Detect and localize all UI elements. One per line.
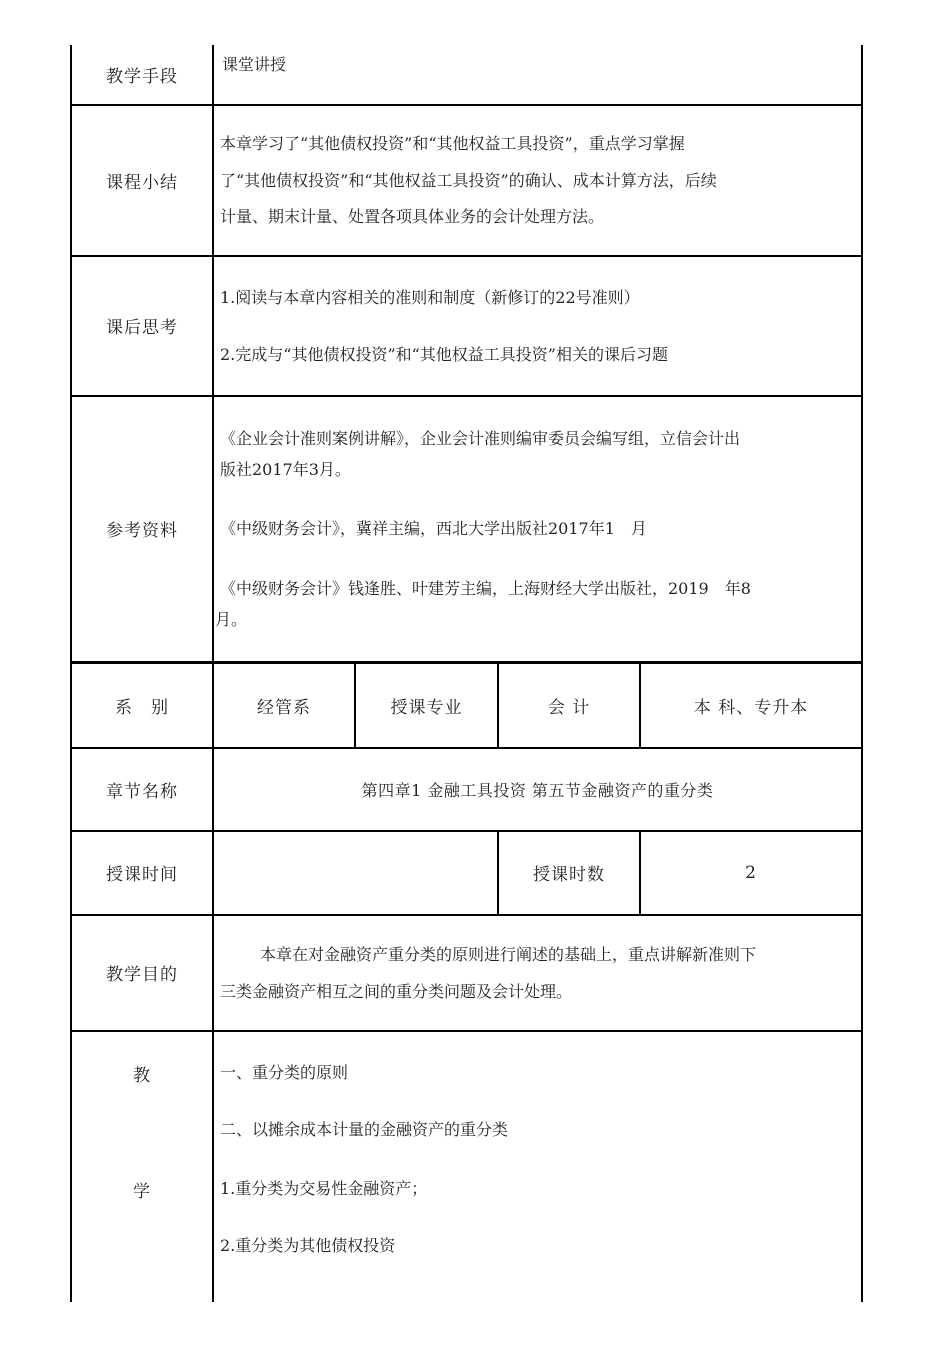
reference-item-continued: 版社2017年3月。: [220, 460, 351, 479]
course-summary-label: 课程小结: [106, 172, 178, 193]
teaching-time-label: 授课时间: [106, 865, 178, 885]
department-label: 系 别: [115, 698, 169, 718]
teaching-hours-value: 2: [745, 862, 757, 883]
reference-item-continued: 月。: [215, 610, 248, 629]
after-class-item: 1.阅读与本章内容相关的准则和制度（新修订的22号准则）: [220, 288, 640, 307]
teaching-hours-label: 授课时数: [533, 865, 605, 885]
teaching-content-item: 二、以摊余成本计量的金融资产的重分类: [220, 1120, 509, 1139]
teaching-time-value: [214, 831, 497, 914]
teaching-objective-line: 三类金融资产相互之间的重分类问题及会计处理。: [220, 982, 573, 1001]
teaching-content-label-char: 学: [133, 1181, 151, 1202]
course-summary-line: 计量、期末计量、处置各项具体业务的会计处理方法。: [220, 207, 605, 226]
level-value: 本 科、专升本: [693, 698, 809, 718]
teaching-objective-label: 教学目的: [106, 965, 178, 985]
course-summary-line: 本章学习了“其他债权投资”和“其他权益工具投资”，重点学习掌握: [220, 134, 685, 153]
teaching-content-label-char: 教: [133, 1065, 151, 1086]
reference-item: 《中级财务会计》钱逢胜、叶建芳主编，上海财经大学出版社，2019 年8: [220, 579, 751, 598]
teaching-content-item: 2.重分类为其他债权投资: [220, 1236, 396, 1255]
course-summary-line: 了“其他债权投资”和“其他权益工具投资”的确认、成本计算方法，后续: [220, 171, 717, 190]
teaching-content-item: 1.重分类为交易性金融资产；: [220, 1179, 428, 1198]
teaching-objective-line: 本章在对金融资产重分类的原则进行阐述的基础上，重点讲解新准则下: [260, 945, 757, 964]
teaching-method-value: 课堂讲授: [222, 55, 287, 74]
reference-item: 《中级财务会计》，冀祥主编，西北大学出版社2017年1 月: [220, 519, 647, 538]
major-label: 授课专业: [390, 698, 463, 718]
teaching-content-item: 一、重分类的原则: [220, 1063, 349, 1082]
department-value: 经管系: [257, 698, 311, 718]
teaching-method-label: 教学手段: [106, 67, 178, 87]
references-label: 参考资料: [106, 521, 178, 541]
reference-item: 《企业会计准则案例讲解》，企业会计准则编审委员会编写组，立信会计出: [220, 429, 741, 448]
table-right-border: [861, 45, 863, 1302]
after-class-item: 2.完成与“其他债权投资”和“其他权益工具投资”相关的课后习题: [220, 345, 668, 364]
chapter-name-value: 第四章1 金融工具投资 第五节金融资产的重分类: [361, 780, 714, 800]
row-divider: [70, 1030, 863, 1032]
chapter-name-label: 章节名称: [106, 781, 178, 802]
after-class-label: 课后思考: [106, 318, 178, 338]
major-value: 会 计: [547, 698, 591, 718]
